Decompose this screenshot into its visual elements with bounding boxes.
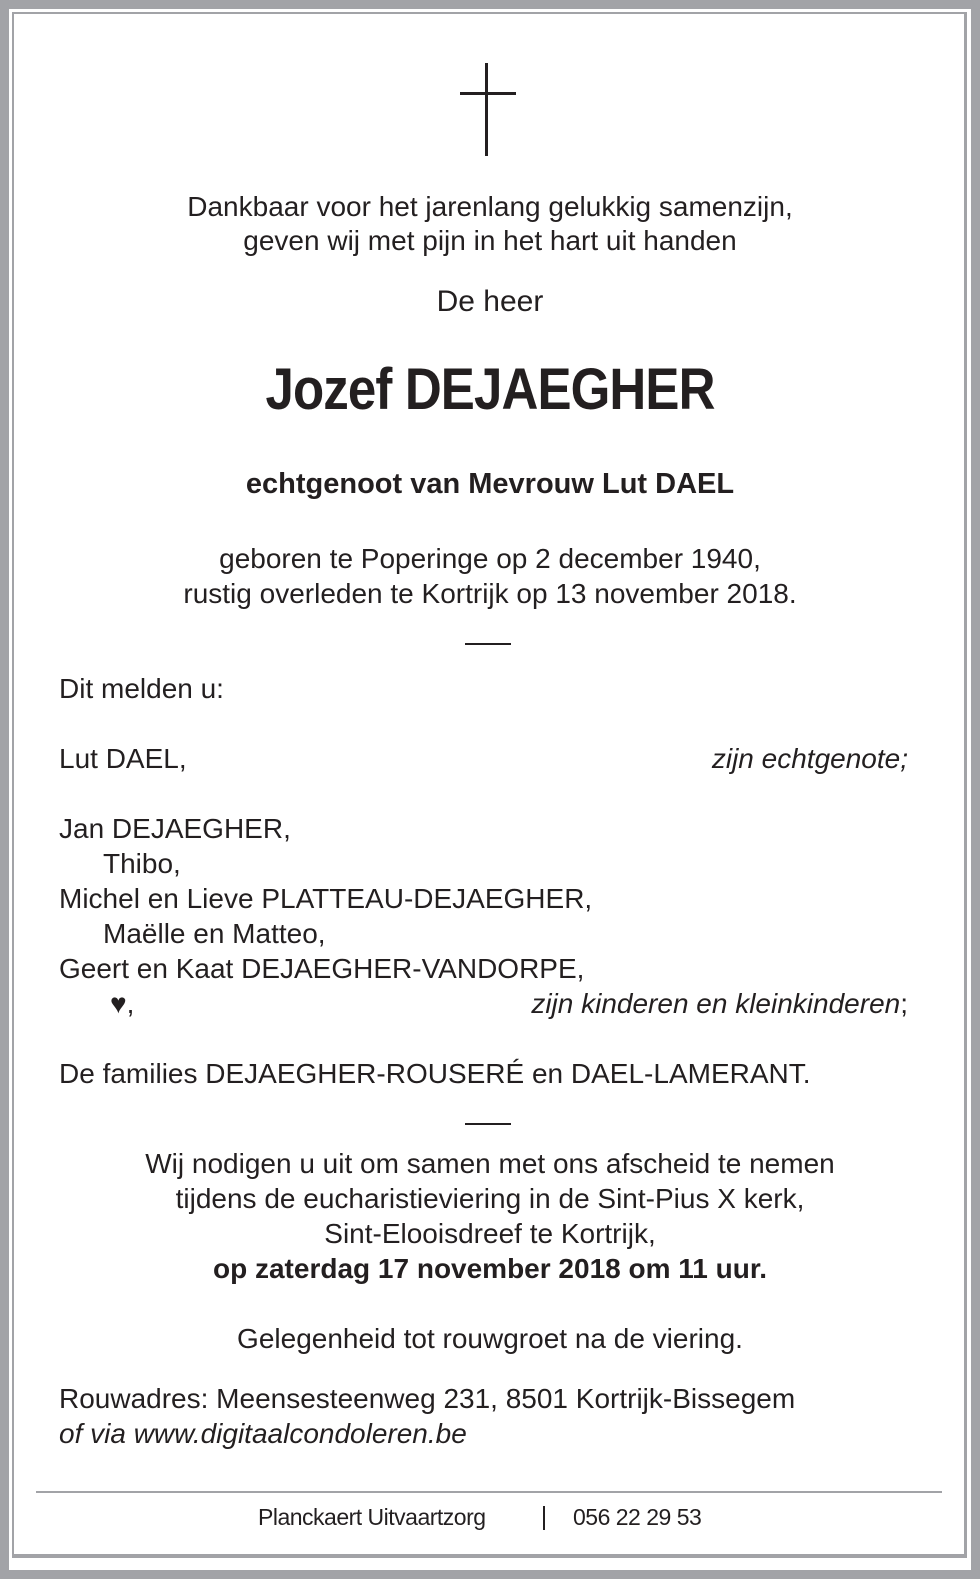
wife-role: zijn echtgenote; (711, 743, 908, 774)
ceremony-line-1: Wij nodigen u uit om samen met ons afscheid te nemen (145, 1148, 835, 1179)
condolence: Gelegenheid tot rouwgroet na de viering. (237, 1323, 743, 1354)
footer-divider (36, 1491, 942, 1493)
footer-separator (543, 1506, 545, 1530)
wife-name: Lut DAEL, (59, 743, 187, 774)
online-condolence-link[interactable]: of via www.digitaalcondoleren.be (59, 1418, 467, 1449)
salutation: De heer (436, 285, 544, 318)
grandchild-2: Maëlle en Matteo, (103, 918, 326, 949)
cross-icon-bar (460, 92, 516, 95)
intro-line-1: Dankbaar voor het jarenlang gelukkig samenzijn, (187, 191, 793, 222)
funeral-company: Planckaert Uitvaartzorg (258, 1504, 486, 1530)
children-role (531, 987, 908, 1021)
announce: Dit melden u: (59, 673, 224, 704)
spouse-line: echtgenoot van Mevrouw Lut DAEL (245, 468, 735, 500)
ceremony-date: op zaterdag 17 november 2018 om 11 uur. (213, 1253, 767, 1284)
families: De families DEJAEGHER-ROUSERÉ en DAEL-LAMERANT. (59, 1058, 811, 1089)
heart-icon: ♥, (110, 988, 135, 1019)
intro-line-2: geven wij met pijn in het hart uit handen (243, 225, 737, 256)
ceremony-line-3: Sint-Elooisdreef te Kortrijk, (324, 1218, 656, 1249)
separator (465, 643, 511, 645)
ceremony-line-2: tijdens de eucharistieviering in de Sint-Pius X kerk, (175, 1183, 805, 1214)
separator (465, 1123, 511, 1125)
birth-line: geboren te Poperinge op 2 december 1940, (219, 543, 761, 574)
child-1: Jan DEJAEGHER, (59, 813, 291, 844)
death-line: rustig overleden te Kortrijk op 13 november 2018. (183, 578, 797, 609)
grandchild-1: Thibo, (103, 848, 181, 879)
funeral-phone: 056 22 29 53 (573, 1504, 702, 1530)
child-2: Michel en Lieve PLATTEAU-DEJAEGHER, (59, 883, 593, 914)
children-role-end: ; (900, 988, 908, 1019)
address: Rouwadres: Meensesteenweg 231, 8501 Kortrijk-Bissegem (59, 1383, 796, 1414)
deceased-name: Jozef DEJAEGHER (265, 357, 715, 422)
children-role-text: zijn kinderen en kleinkinderen (531, 988, 901, 1019)
cross-icon (485, 63, 488, 156)
child-3: Geert en Kaat DEJAEGHER-VANDORPE, (59, 953, 585, 984)
